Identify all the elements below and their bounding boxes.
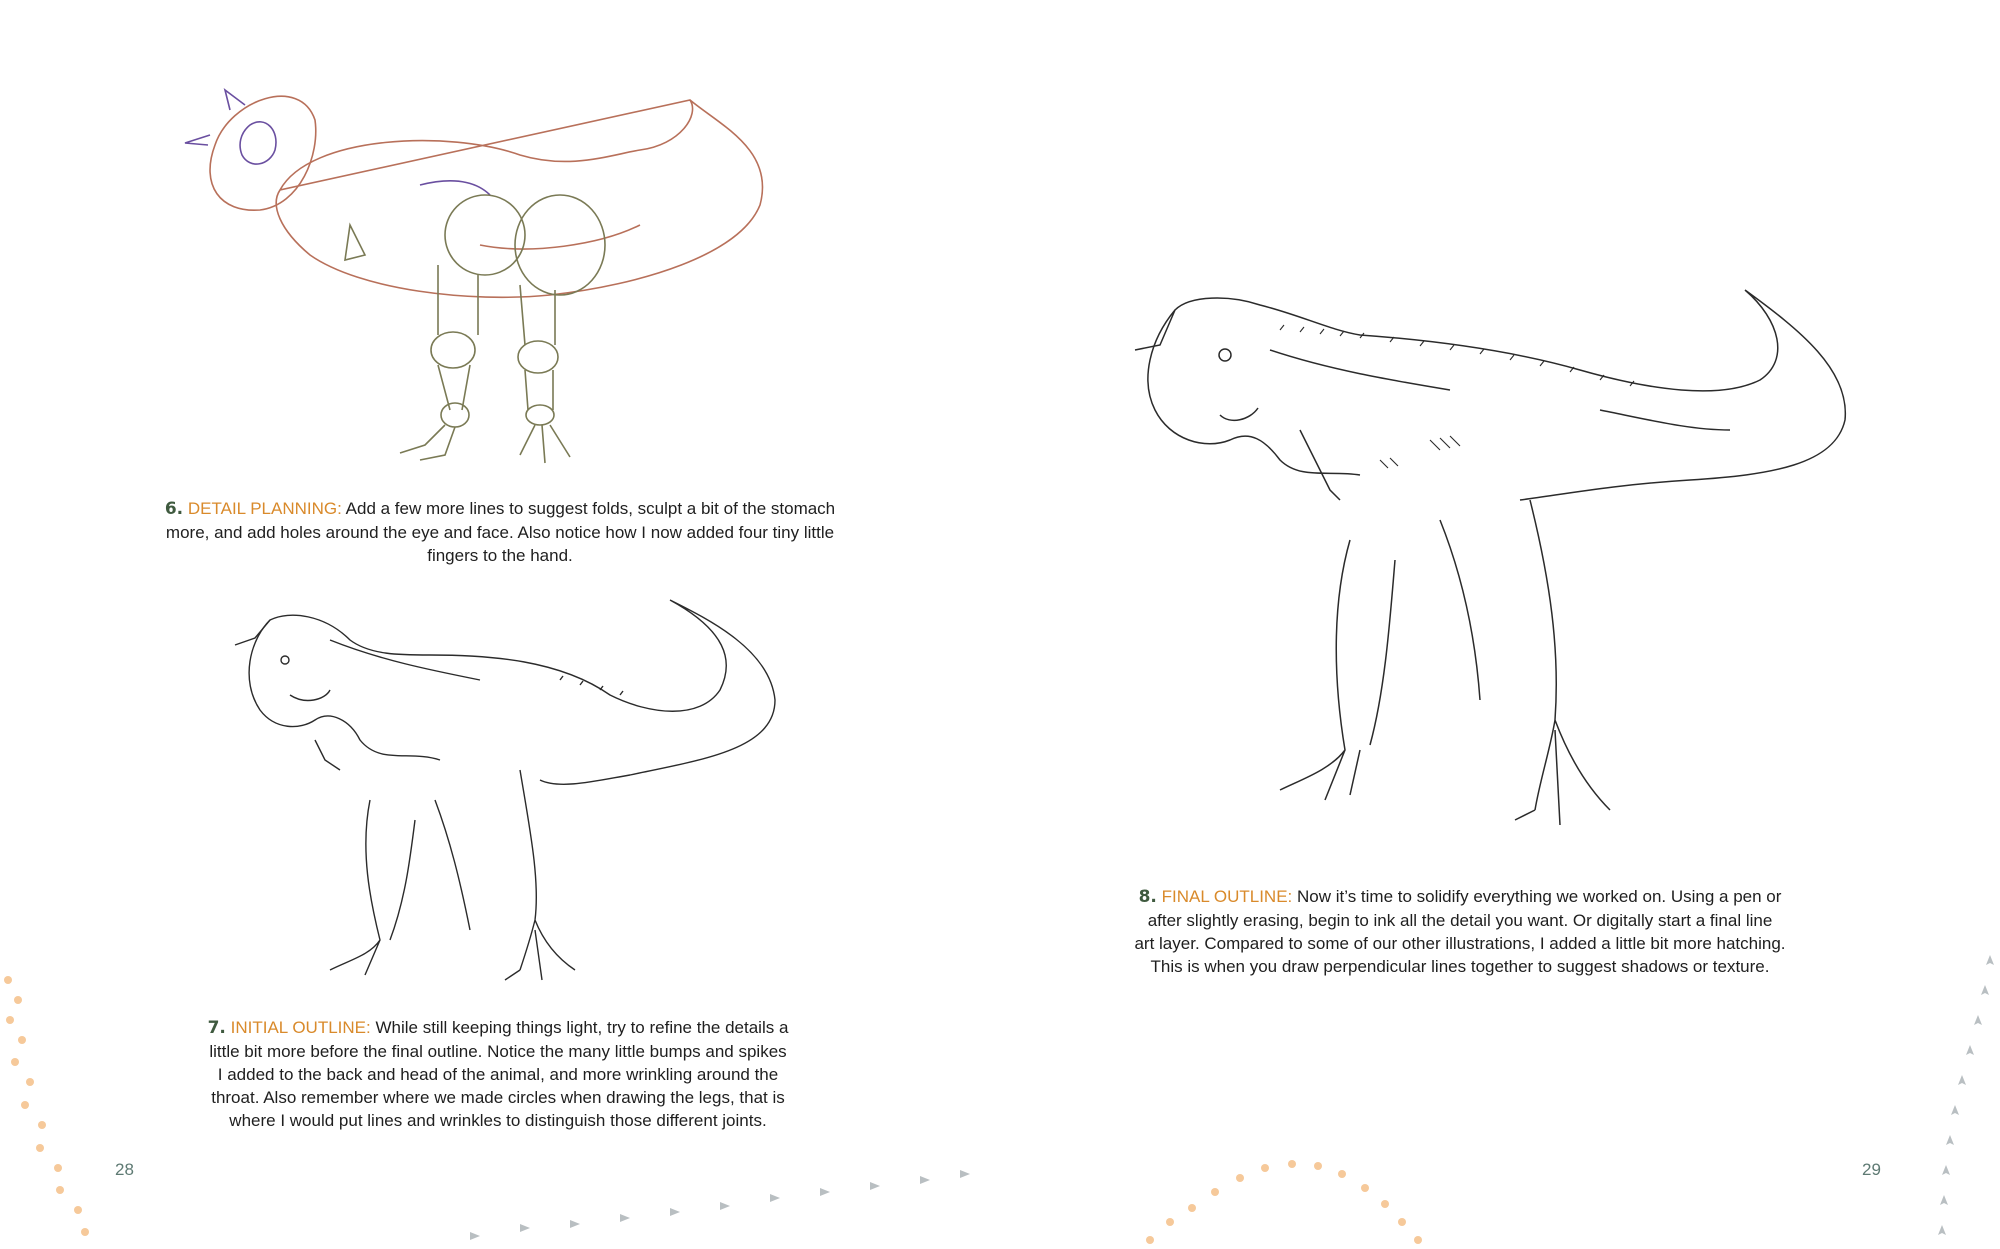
page-number-right: 29 — [1862, 1160, 1881, 1179]
step8-text-line1: Now it’s time to solidify everything we worked on. Using a pen or — [1297, 887, 1782, 906]
step8-text-line4: This is when you draw perpendicular lines together to suggest shadows or texture. — [1150, 957, 1770, 976]
step6-text-line2: more, and add holes around the eye and face. Also notice how I now added four tiny little — [165, 523, 835, 542]
step6-text-line3: fingers to the hand. — [427, 546, 573, 565]
construction-sketch-illustration — [220, 95, 780, 495]
initial-outline-illustration — [230, 600, 790, 1000]
step7-text-line5: where I would put lines and wrinkles to distinguish those different joints. — [229, 1111, 767, 1130]
step7-text-line3: I added to the back and head of the animal, and more wrinkling around the — [217, 1065, 779, 1084]
step6-number: 6. — [164, 499, 184, 519]
footprint-trail-icon-right — [1000, 940, 2000, 1249]
page-number-left: 28 — [115, 1160, 134, 1179]
step7-number: 7. — [207, 1018, 226, 1038]
step6-caption — [128, 497, 872, 567]
step7-text-line1: While still keeping things light, try to refine the details a — [375, 1018, 789, 1037]
step8-number: 8. — [1138, 887, 1157, 907]
step8-title: FINAL OUTLINE: — [1161, 887, 1293, 906]
right-page — [1000, 0, 2000, 1249]
step7-text-line2: little bit more before the final outline. Notice the many little bumps and spikes — [209, 1042, 787, 1061]
step6-text-line1: Add a few more lines to suggest folds, sculpt a bit of the stomach — [345, 499, 836, 518]
step7-title: INITIAL OUTLINE: — [230, 1018, 371, 1037]
step6-title: DETAIL PLANNING: — [187, 499, 342, 518]
step7-text-line4: throat. Also remember where we made circles when drawing the legs, that is — [211, 1088, 785, 1107]
step8-text-line3: art layer. Compared to some of our other illustrations, I added a little bit more hatching. — [1134, 934, 1786, 953]
footprint-trail-icon — [0, 970, 1000, 1249]
step8-text-line2: after slightly erasing, begin to ink all the detail you want. Or digitally start a final line — [1147, 911, 1773, 930]
final-outline-illustration — [1130, 290, 1890, 850]
